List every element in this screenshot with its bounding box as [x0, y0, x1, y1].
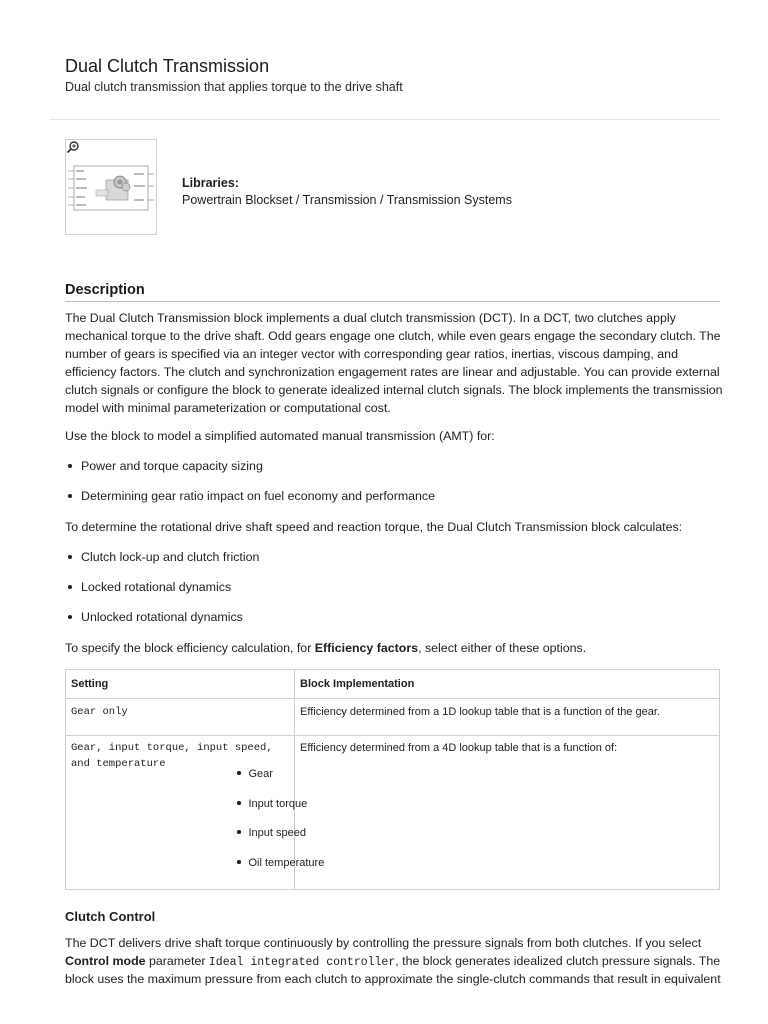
block-diagram-image [66, 140, 156, 234]
libraries-label: Libraries: [182, 176, 239, 190]
efficiency-factors-param: Efficiency factors [314, 641, 419, 655]
table-cell-implementation: Efficiency determined from a 4D lookup table that is a function of: [300, 742, 618, 754]
list-item: Clutch lock-up and clutch friction [68, 548, 259, 566]
efficiency-table [65, 669, 720, 890]
list-item: Gear [237, 768, 273, 780]
table-cell-setting: and temperature [71, 758, 166, 770]
table-header-setting: Setting [71, 678, 109, 690]
clutch-control-line: block uses the maximum pressure from each clutch to approximate the single-clutch commands that result in equivalent [65, 972, 721, 986]
list-item: Oil temperature [237, 857, 324, 869]
table-cell-setting: Gear only [71, 706, 128, 718]
list-item: Locked rotational dynamics [68, 578, 231, 596]
amt-intro-paragraph: Use the block to model a simplified automated manual transmission (AMT) for: [65, 429, 495, 443]
page-title: Dual Clutch Transmission [65, 56, 270, 76]
list-item: Determining gear ratio impact on fuel economy and performance [68, 487, 435, 505]
clutch-control-line: Control mode parameter Ideal integrated controller, the block generates idealized clutch pressure signals. The [65, 954, 721, 969]
description-heading: Description [65, 282, 145, 298]
description-rule [65, 301, 720, 302]
inline-code: Ideal integrated controller [208, 956, 396, 969]
list-item: Unlocked rotational dynamics [68, 608, 243, 626]
table-cell-implementation: Efficiency determined from a 1D lookup table that is a function of the gear. [300, 706, 660, 718]
list-item: Input torque [237, 798, 307, 810]
page-subtitle: Dual clutch transmission that applies torque to the drive shaft [65, 80, 403, 94]
list-item: Input speed [237, 827, 306, 839]
table-cell-setting: Gear, input torque, input speed, [71, 742, 273, 754]
zoom-icon[interactable] [66, 140, 80, 154]
block-thumbnail[interactable] [65, 139, 157, 235]
header-divider [50, 119, 720, 120]
clutch-control-heading: Clutch Control [65, 909, 156, 924]
list-item: Power and torque capacity sizing [68, 457, 263, 475]
clutch-control-line: The DCT delivers drive shaft torque continuously by controlling the pressure signals from both clutches. If you select [65, 936, 702, 950]
efficiency-paragraph: To specify the block efficiency calculation, for Efficiency factors, select either of these options. [65, 641, 587, 655]
control-mode-param: Control mode [65, 954, 146, 968]
calc-intro-paragraph: To determine the rotational drive shaft speed and reaction torque, the Dual Clutch Transmission block calculates: [65, 520, 683, 534]
description-paragraph: The Dual Clutch Transmission block implements a dual clutch transmission (DCT). In a DCT, two clutches apply mechanical torque to the drive shaft. Odd gears engage one clutch, while even gears engage the secondary clutch. The number of gears is specified via an integer vector with corresponding gear ratios, inertias, viscous damping, and efficiency factors. The clutch and synchronization engagement rates are linear and adjustable. You can provide external clutch signals or configure the block to generate idealized internal clutch signals. The block implements the transmission model with minimal parameterization or computational cost. [65, 311, 723, 415]
libraries-path[interactable]: Powertrain Blockset / Transmission / Transmission Systems [182, 193, 512, 207]
table-header-implementation: Block Implementation [300, 678, 415, 690]
